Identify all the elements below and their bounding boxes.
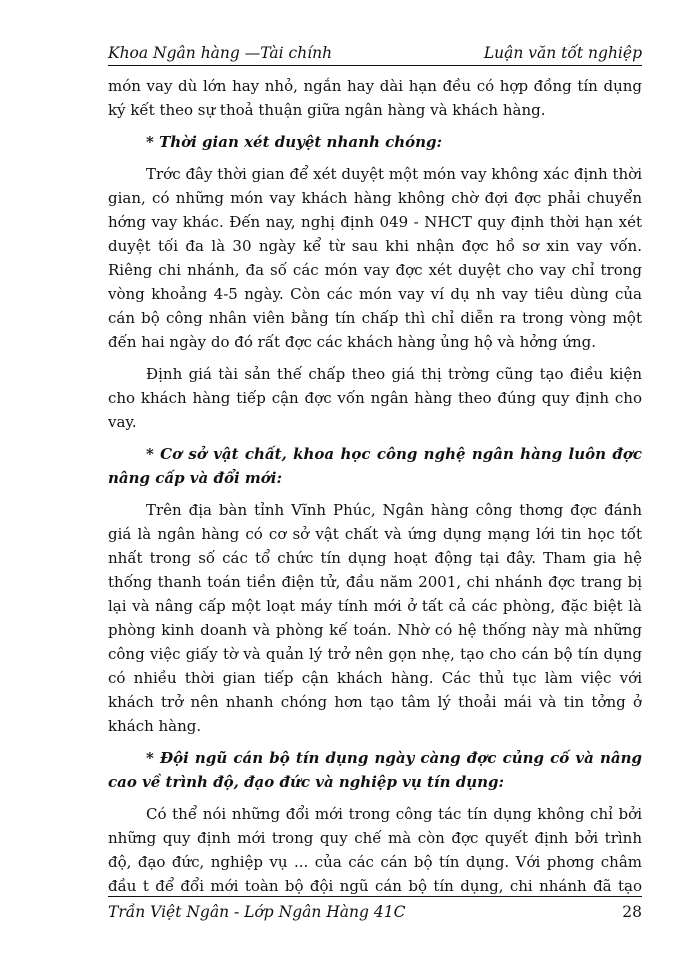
paragraph-facilities: Trên địa bàn tỉnh Vĩnh Phúc, Ngân hàng công thơng đợc đánh giá là ngân hàng có cơ sở vật chất và ứng dụng mạng lới tin học tốt nhất trong số các tổ chức tín dụng hoạt động tại đây. Tham gia hệ thống thanh toán tiền điện tử, đầu năm 2001, chi nhánh đợc trang bị lại và nâng cấp một loạt máy tính mới ở tất cả các phòng, đặc biệt là phòng kinh doanh và phòng kế toán. Nhờ có hệ thống này mà những công việc giấy tờ và quản lý trở nên gọn nhẹ, tạo cho cán bộ tín dụng có nhiều thời gian tiếp cận khách hàng. Các thủ tục làm việc với khách trở nên nhanh chóng hơn tạo tâm lý thoải mái và tin tởng ở khách hàng.: [108, 501, 642, 735]
paragraph-collateral-valuation: Định giá tài sản thế chấp theo giá thị trờng cũng tạo điều kiện cho khách hàng tiếp cận đợc vốn ngân hàng theo đúng quy định cho vay.: [108, 365, 642, 431]
paragraph-staff: Có thể nói những đổi mới trong công tác tín dụng không chỉ bởi những quy định mới trong quy chế mà còn đợc quyết định bởi trình độ, đạo đức, nghiệp vụ ... của các cán bộ tín dụng. Với phơng châm đầu t để đổi mới toàn bộ đội ngũ cán bộ tín dụng, chi nhánh đã tạo: [108, 805, 642, 894]
section-heading-approval-time: * Thời gian xét duyệt nhanh chóng:: [146, 133, 443, 151]
page-footer: [108, 896, 642, 928]
section-heading-facilities: * Cơ sở vật chất, khoa học công nghệ ngân hàng luôn đợc nâng cấp và đổi mới:: [108, 445, 642, 487]
page-header: [108, 40, 642, 66]
header-divider: [108, 65, 642, 66]
paragraph-continuation: món vay dù lớn hay nhỏ, ngắn hay dài hạn đều có hợp đồng tín dụng ký kết theo sự thoả thuận giữa ngân hàng và khách hàng.: [108, 77, 642, 119]
footer-divider: [108, 896, 642, 897]
header-thesis-label: Luận văn tốt nghiệp: [483, 44, 642, 62]
section-heading-staff: * Đội ngũ cán bộ tín dụng ngày càng đợc củng cố và nâng cao về trình độ, đạo đức và nghiệp vụ tín dụng:: [108, 749, 642, 791]
page-number: 28: [622, 903, 642, 921]
paragraph-approval-time: Trớc đây thời gian để xét duyệt một món vay không xác định thời gian, có những món vay khách hàng không chờ đợi đợc phải chuyển hớng vay khác. Đến nay, nghị định 049 - NHCT quy định thời hạn xét duyệt tối đa là 30 ngày kể từ sau khi nhận đợc hồ sơ xin vay vốn. Riêng chi nhánh, đa số các món vay đợc xét duyệt cho vay chỉ trong vòng khoảng 4-5 ngày. Còn các món vay ví dụ nh vay tiêu dùng của cán bộ công nhân viên bằng tín chấp thì chỉ diễn ra trong vòng một đến hai ngày do đó rất đợc các khách hàng ủng hộ và hởng ứng.: [108, 165, 642, 351]
page-body: [108, 74, 642, 894]
header-faculty: Khoa Ngân hàng —Tài chính: [108, 44, 333, 62]
footer-author: Trần Việt Ngân - Lớp Ngân Hàng 41C: [108, 903, 406, 921]
